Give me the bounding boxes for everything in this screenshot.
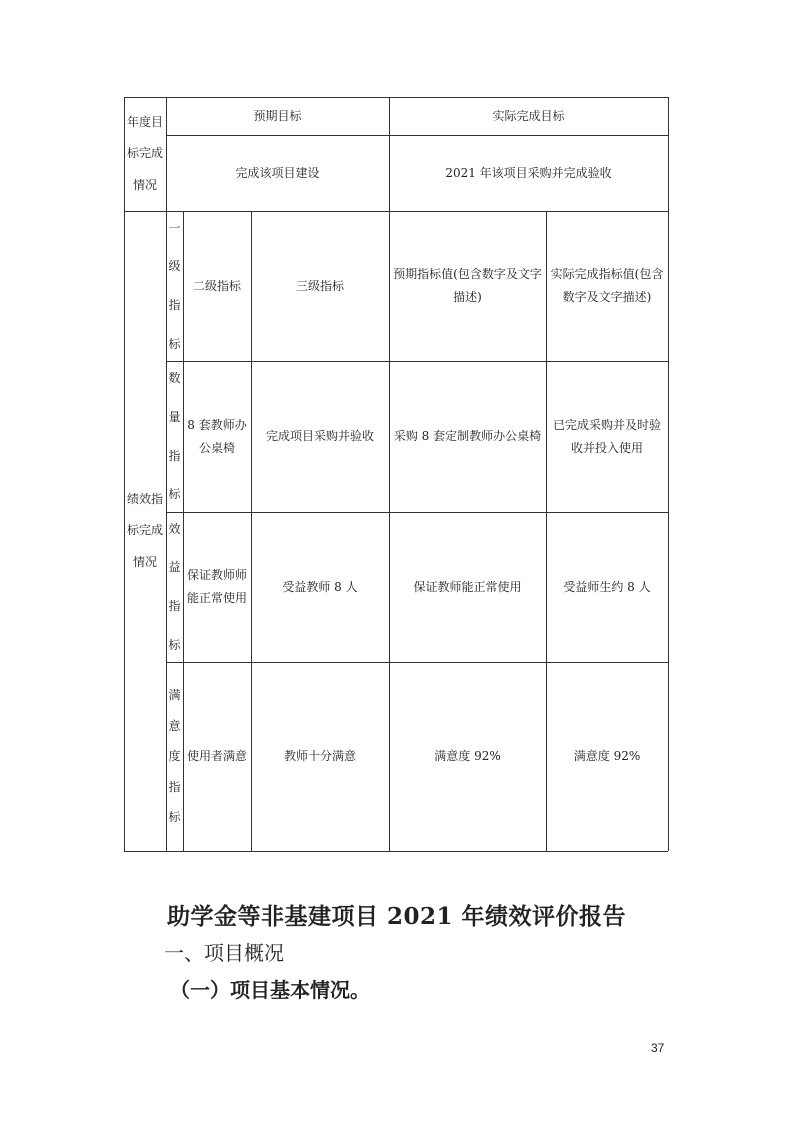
row-expected: 保证教师能正常使用 — [413, 579, 522, 594]
actual-goal-value: 2021 年该项目采购并完成验收 — [445, 165, 612, 180]
row-level2: 使用者满意 — [186, 749, 247, 764]
expected-goal-header: 预期目标 — [253, 108, 302, 123]
actual-goal-header: 实际完成目标 — [492, 108, 565, 123]
row-level1: 满 意 度 指 标 — [168, 688, 181, 825]
row-actual: 满意度 92% — [573, 749, 641, 764]
expected-goal-value: 完成该项目建设 — [235, 165, 320, 180]
perf-label: 绩效指标完成情况 — [126, 492, 163, 569]
section-heading: 一、项目概况 — [164, 941, 284, 965]
row-level3: 教师十分满意 — [283, 749, 356, 764]
row-level3: 受益教师 8 人 — [282, 579, 358, 594]
table-border-right — [668, 97, 669, 851]
row-level1: 数 量 指 标 — [168, 371, 181, 502]
row-actual: 受益师生约 8 人 — [563, 579, 651, 594]
row-level2: 保证教师师能正常使用 — [186, 568, 247, 605]
year-goal-label: 年度目标完成情况 — [127, 115, 164, 192]
row-actual: 已完成采购并及时验收并投入使用 — [552, 417, 661, 455]
row-level2: 8 套教师办公桌椅 — [187, 417, 247, 455]
row-level3: 完成项目采购并验收 — [265, 429, 374, 444]
table-border-bottom — [124, 851, 668, 852]
col-actual-header: 实际完成指标值(包含数字及文字描述) — [550, 267, 664, 304]
row-expected: 采购 8 套定制教师办公桌椅 — [393, 429, 542, 444]
report-title: 助学金等非基建项目 2021 年绩效评价报告 — [166, 903, 627, 930]
row-level1: 效 益 指 标 — [168, 521, 181, 652]
subsection-heading: （一）项目基本情况。 — [170, 978, 370, 1002]
col-level2-header: 二级指标 — [192, 278, 241, 293]
row-expected: 满意度 92% — [434, 749, 501, 764]
col-level1-header: 一 级 指 标 — [168, 220, 181, 351]
col-level3-header: 三级指标 — [295, 278, 344, 293]
col-expected-header: 预期指标值(包含数字及文字描述) — [393, 267, 542, 304]
page-number: 37 — [651, 1041, 665, 1055]
